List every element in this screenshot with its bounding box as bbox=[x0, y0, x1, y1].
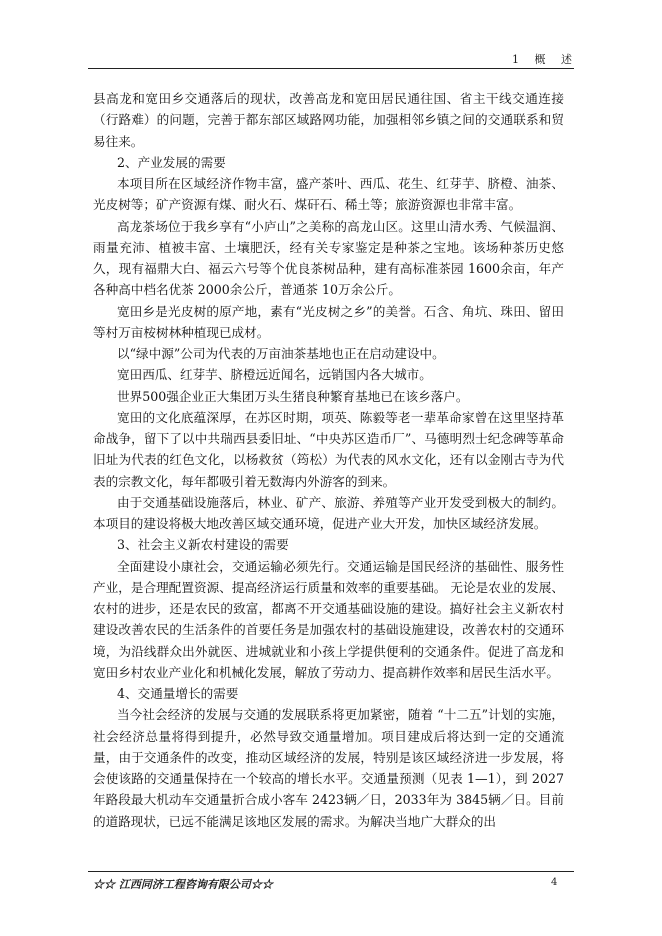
heading-industry-development: 2、产业发展的需要 bbox=[117, 154, 226, 170]
paragraph-economic-crops: 本项目所在区域经济作物丰富，盛产茶叶、西瓜、花生、红芽芋、脐橙、油茶、光皮树等；矿产资源有煤、耐火石、煤矸石、稀土等；旅游资源也非常丰富。 bbox=[93, 176, 564, 213]
paragraph-gaolong-tea: 高龙茶场位于我乡享有“小庐山”之美称的高龙山区。这里山清水秀、气候温润、雨量充沛、植被丰富、土壤肥沃，经有关专家鉴定是种茶之宝地。该场种茶历史悠久，现有福鼎大白、福云六号等个优良茶树品种，建有高标准茶园 1600余亩，年产各种高中档名优茶 2000余公斤，普通茶 10万余公斤。 bbox=[93, 218, 564, 298]
header-divider bbox=[88, 68, 574, 69]
heading-traffic-growth: 4、交通量增长的需要 bbox=[117, 686, 239, 701]
paragraph-intro: 县高龙和宽田乡交通落后的现状，改善高龙和宽田居民通往国、省主干线交通连接（行路难）的问题，完善于都东部区域路网功能，加强相邻乡镇之间的交通联系和贸易往来。 bbox=[93, 91, 564, 149]
paragraph-pig-breeding: 世界500强企业正大集团万头生猪良种繁育基地已在该乡落户。 bbox=[117, 388, 469, 404]
footer-divider bbox=[88, 871, 574, 872]
paragraph-infrastructure-constraint: 由于交通基础设施落后，林业、矿产、旅游、养殖等产业开发受到极大的制约。本项目的建设将极大地改善区域交通环境，促进产业大开发，加快区域经济发展。 bbox=[93, 494, 564, 531]
page-body bbox=[93, 88, 564, 832]
paragraph-traffic-forecast: 当今社会经济的发展与交通的发展联系将更加紧密，随着 “十二五”计划的实施，社会经济总量将得到提升，必然导致交通量增加。项目建成后将达到一定的交通流量，由于交通条件的改变，推动区域经济的发展，特别是该区域经济进一步发展，将会使该路的交通量保持在一个较高的增长水平。交通量预测（见表 1—1），到 2027年路段最大机动车交通量折合成小客车 2423辆／日，2033年为 3845辆／日。目前的道路现状，已远不能满足该地区发展的需求。为解决当地广大群众的出 bbox=[93, 707, 564, 829]
heading-new-countryside: 3、社会主义新农村建设的需要 bbox=[117, 537, 289, 553]
paragraph-local-produce: 宽田西瓜、红芽芋、脐橙远近闻名，远销国内各大城市。 bbox=[117, 367, 432, 383]
footer-company: ☆☆ 江西同济工程咨询有限公司☆☆ bbox=[93, 878, 273, 891]
running-header: 1 概 述 bbox=[512, 53, 578, 66]
paragraph-culture: 宽田的文化底蕴深厚，在苏区时期，项英、陈毅等老一辈革命家曾在这里坚持革命战争，留下了以中共瑞西县委旧址、“中央苏区造币厂”、马德明烈士纪念碑等革命旧址为代表的红色文化，以杨救贫（筠松）为代表的风水文化，还有以金刚古寺为代表的宗教文化，每年都吸引着无数海内外游客的到来。 bbox=[93, 409, 564, 489]
page-number: 4 bbox=[551, 877, 558, 888]
paragraph-kuantian-trees: 宽田乡是光皮树的原产地，素有“光皮树之乡”的美誉。石含、角坑、珠田、留田等村万亩桉树林种植现已成材。 bbox=[93, 303, 564, 340]
paragraph-oil-tea-base: 以“绿中源”公司为代表的万亩油茶基地也正在启动建设中。 bbox=[117, 346, 445, 361]
paragraph-transport-first: 全面建设小康社会，交通运输必须先行。交通运输是国民经济的基础性、服务性产业，是合理配置资源、提高经济运行质量和效率的重要基础。 无论是农业的发展、农村的进步，还是农民的致富，都离不开交通基础设施的建设。搞好社会主义新农村建设改善农民的生活条件的首要任务是加强农村的基础设施建设，改善农村的交通环境，为沿线群众出外就医、进城就业和小孩上学提供便利的交通条件。促进了高龙和宽田乡村农业产业化和机械化发展，解放了劳动力、提高耕作效率和居民生活水平。 bbox=[93, 558, 564, 680]
